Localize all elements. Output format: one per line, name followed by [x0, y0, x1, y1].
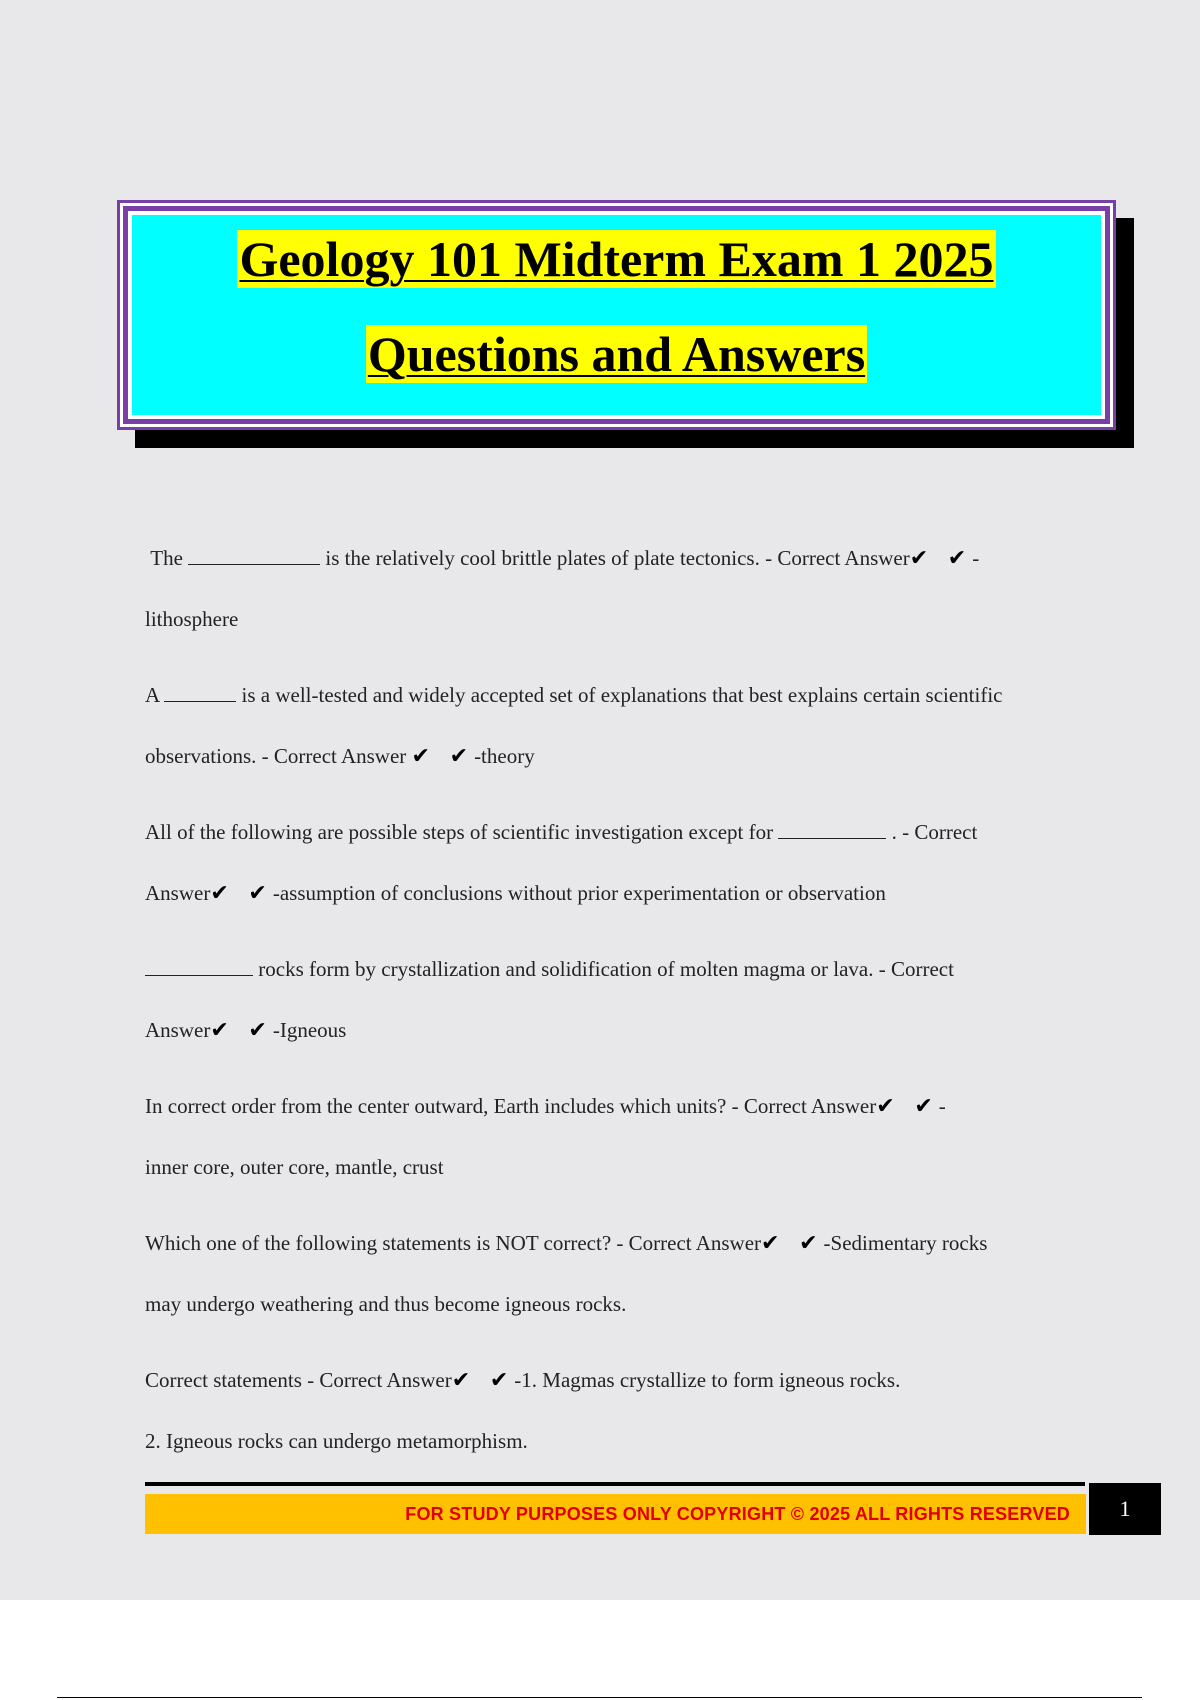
footer-band [145, 1494, 1086, 1534]
next-page-divider [57, 1697, 1142, 1698]
qa-question-line [145, 1350, 1090, 1411]
qa-text: -theory [474, 744, 535, 768]
qa-item [145, 802, 1090, 924]
qa-text: . - Correct [891, 820, 978, 844]
footer-copyright: FOR STUDY PURPOSES ONLY COPYRIGHT © 2025 ALL RIGHTS RESERVED [405, 1503, 1070, 1524]
qa-question-line [145, 939, 1090, 1000]
qa-text: A [145, 683, 160, 707]
qa-answer-line: may undergo weathering and thus become igneous rocks. [145, 1292, 627, 1316]
qa-text: All of the following are possible steps of scientific investigation except for [145, 820, 774, 844]
qa-text: The [150, 546, 183, 570]
qa-text: -Igneous [272, 1018, 347, 1042]
qa-item [145, 1076, 1090, 1198]
fill-in-blank [164, 681, 236, 702]
qa-text: Answer [145, 881, 211, 905]
qa-item [145, 1213, 1090, 1335]
qa-text: - [938, 1094, 946, 1118]
title-banner [117, 200, 1116, 430]
qa-text: In correct order from the center outward, Earth includes which units? - Correct Answer [145, 1094, 877, 1118]
title-banner-border [123, 206, 1110, 424]
check-icon: ✔ ✔ [451, 1368, 515, 1393]
qa-text: is the relatively cool brittle plates of plate tectonics. - Correct Answer [325, 546, 910, 570]
footer-divider [145, 1482, 1085, 1486]
qa-question-line [145, 665, 1090, 726]
qa-question-line [145, 802, 1090, 863]
title-line-1: Geology 101 Midterm Exam 1 2025 [239, 231, 994, 287]
qa-item [145, 1350, 1090, 1472]
qa-text: -1. Magmas crystallize to form igneous rocks. [514, 1368, 901, 1392]
check-icon: ✔ ✔ [761, 1231, 824, 1256]
qa-question-line [145, 1076, 1090, 1137]
qa-item [145, 528, 1090, 650]
check-icon: ✔ ✔ [876, 1094, 939, 1119]
qa-text: -Sedimentary rocks [823, 1231, 988, 1255]
check-icon: ✔ ✔ [411, 744, 475, 769]
fill-in-blank [188, 544, 320, 565]
title-banner-fill [132, 215, 1101, 415]
qa-question-line [145, 1213, 1090, 1274]
qa-text: is a well-tested and widely accepted set of explanations that best explains certain scientific [241, 683, 1003, 707]
qa-text: Correct statements - Correct Answer [145, 1368, 452, 1392]
qa-answer-line [145, 863, 1090, 924]
qa-answer-line: lithosphere [145, 607, 239, 631]
title-line-2: Questions and Answers [367, 326, 866, 382]
check-icon: ✔ ✔ [210, 1018, 273, 1043]
qa-text: - [972, 546, 980, 570]
qa-text: -assumption of conclusions without prior experimentation or observation [272, 881, 886, 905]
qa-answer-line [145, 1000, 1090, 1061]
qa-answer-line: inner core, outer core, mantle, crust [145, 1155, 444, 1179]
qa-item [145, 939, 1090, 1061]
qa-item [145, 665, 1090, 787]
qa-text: Answer [145, 1018, 211, 1042]
qa-answer-line [145, 726, 1090, 787]
qa-text: observations. - Correct Answer [145, 744, 407, 768]
check-icon: ✔ ✔ [909, 546, 973, 571]
fill-in-blank [145, 955, 253, 976]
qa-text: Which one of the following statements is NOT correct? - Correct Answer [145, 1231, 762, 1255]
qa-text: rocks form by crystallization and solidification of molten magma or lava. - Correct [258, 957, 954, 981]
page-number: 1 [1089, 1483, 1161, 1535]
qa-content [145, 528, 1090, 1487]
qa-question-line [145, 528, 1090, 589]
qa-answer-line: 2. Igneous rocks can undergo metamorphism. [145, 1429, 528, 1453]
check-icon: ✔ ✔ [210, 881, 273, 906]
fill-in-blank [778, 818, 886, 839]
